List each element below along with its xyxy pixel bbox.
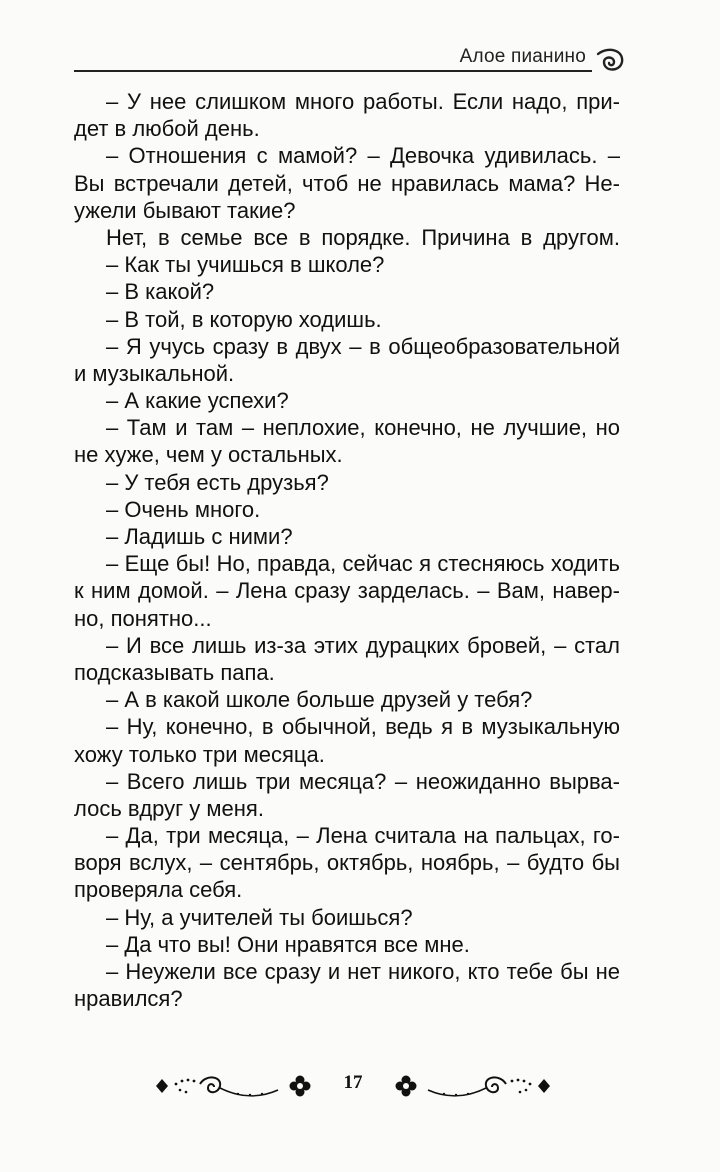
- body-text: [74, 88, 620, 1012]
- running-header-title: Алое пианино: [459, 46, 586, 67]
- text-line: подсказывать папа.: [74, 659, 275, 685]
- text-line: воря вслух, – сентябрь, октябрь, ноябрь, – будто бы: [74, 850, 620, 876]
- right-flourish-icon: [376, 1064, 556, 1108]
- text-line: но, понятно...: [74, 605, 212, 631]
- text-line: – У тебя есть друзья?: [106, 469, 329, 495]
- text-line: – Отношения с мамой? – Девочка удивилась. –: [106, 143, 620, 169]
- text-line: – Всего лишь три месяца? – неожиданно вырва-: [106, 768, 620, 794]
- text-line: – В какой?: [106, 279, 215, 305]
- text-line: – Ну, конечно, в обычной, ведь я в музыкальную: [106, 714, 620, 740]
- left-flourish-icon: [150, 1064, 330, 1108]
- header-rule: [74, 70, 592, 72]
- text-line: нравился?: [74, 986, 183, 1012]
- text-line: не хуже, чем у остальных.: [74, 442, 343, 468]
- page-footer: [150, 1064, 550, 1108]
- text-line: – Да что вы! Они нравятся все мне.: [106, 931, 470, 957]
- text-line: – Там и там – неплохие, конечно, не лучшие, но: [106, 415, 620, 441]
- text-line: – И все лишь из-за этих дурацких бровей, – стал: [106, 632, 620, 658]
- text-line: – У нее слишком много работы. Если надо, при-: [106, 89, 620, 114]
- text-line: ужели бывают такие?: [74, 197, 296, 223]
- text-line: лось вдруг у меня.: [74, 795, 264, 821]
- swirl-ornament-icon: [590, 44, 630, 76]
- text-line: – Ладишь с ними?: [106, 524, 293, 549]
- text-line: к ним домой. – Лена сразу зарделась. – Вам, навер-: [74, 578, 620, 604]
- text-line: – Еще бы! Но, правда, сейчас я стесняюсь ходить: [106, 551, 620, 577]
- text-line: Вы встречали детей, чтоб не нравилась мама? Не-: [74, 170, 620, 196]
- text-line: – Да, три месяца, – Лена считала на пальцах, го-: [106, 823, 620, 849]
- text-line: и музыкальной.: [74, 360, 235, 386]
- text-line: – Очень много.: [106, 496, 261, 522]
- text-line: – Я учусь сразу в двух – в общеобразовательной: [106, 333, 620, 359]
- text-line: – Неужели все сразу и нет никого, кто тебе бы не: [106, 959, 620, 984]
- text-line: Нет, в семье все в порядке. Причина в другом.: [106, 224, 620, 250]
- text-line: – Ну, а учителей ты боишься?: [106, 904, 413, 930]
- text-line: дет в любой день.: [74, 116, 260, 142]
- text-line: – А в какой школе больше друзей у тебя?: [106, 687, 533, 713]
- text-line: хожу только три месяца.: [74, 741, 325, 767]
- text-line: – Как ты учишься в школе?: [106, 252, 385, 278]
- text-line: – В той, в которую ходишь.: [106, 306, 382, 332]
- page-number: 17: [343, 1072, 363, 1093]
- text-line: – А какие успехи?: [106, 388, 289, 414]
- running-header: [74, 38, 630, 78]
- text-line: проверяла себя.: [74, 877, 243, 903]
